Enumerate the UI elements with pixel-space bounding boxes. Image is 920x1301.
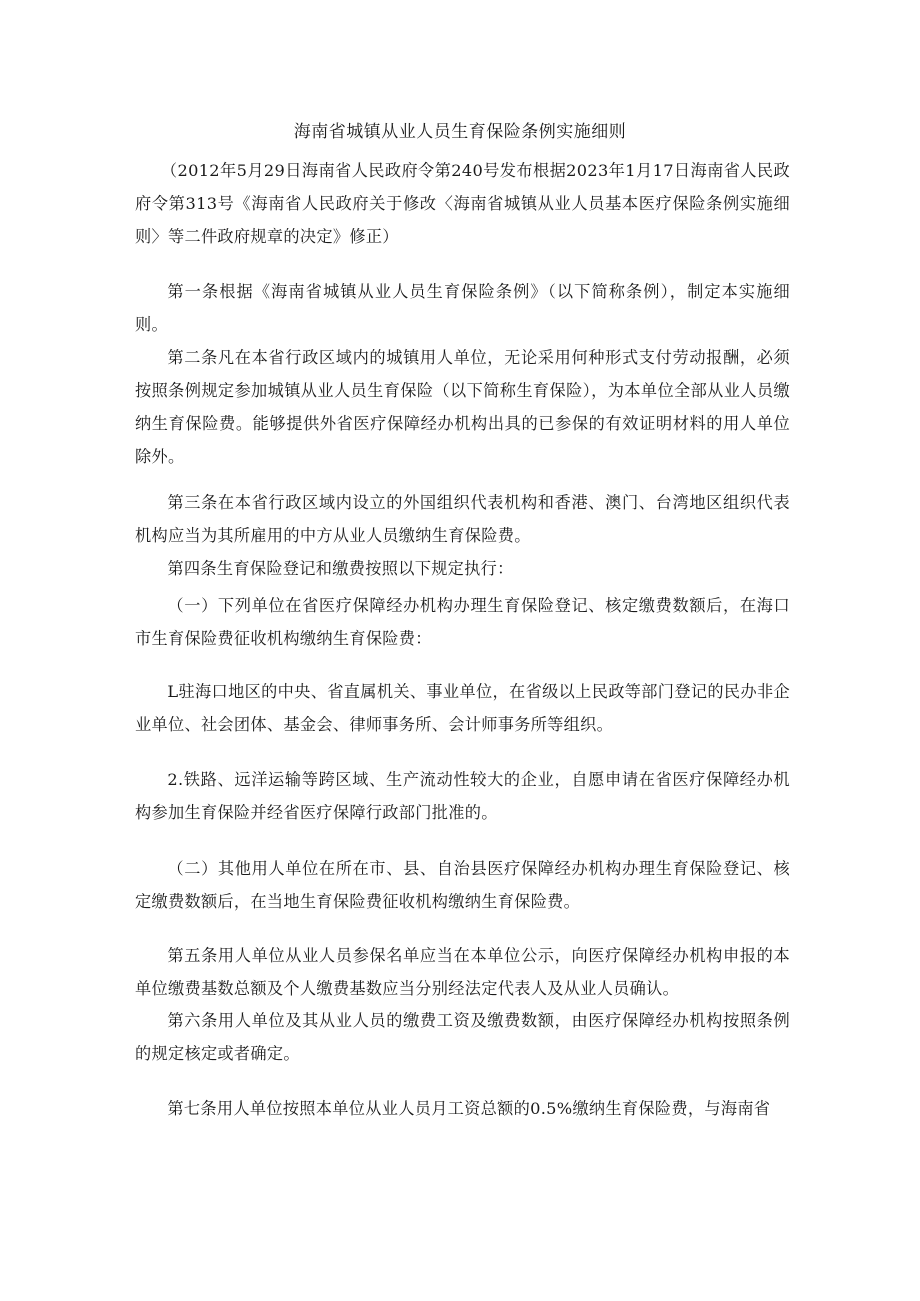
article-2: 第二条凡在本省行政区域内的城镇用人单位，无论采用何种形式支付劳动报酬，必须按照条例规定参加城镇从业人员生育保险（以下简称生育保险），为本单位全部从业人员缴纳生育保险费。能够提供外省医疗保障经办机构出具的已参保的有效证明材料的用人单位除外。 <box>135 348 790 466</box>
article-5: 第五条用人单位从业人员参保名单应当在本单位公示，向医疗保障经办机构申报的本单位缴费基数总额及个人缴费基数应当分别经法定代表人及从业人员确认。 <box>135 946 790 998</box>
article-4-item-2: 2.铁路、远洋运输等跨区域、生产流动性较大的企业，自愿申请在省医疗保障经办机构参加生育保险并经省医疗保障行政部门批准的。 <box>135 770 790 822</box>
article-3: 第三条在本省行政区域内设立的外国组织代表机构和香港、澳门、台湾地区组织代表机构应当为其所雇用的中方从业人员缴纳生育保险费。 <box>135 493 790 545</box>
document-preamble: （2012年5月29日海南省人民政府令第240号发布根据2023年1月17日海南省人民政府令第313号《海南省人民政府关于修改〈海南省城镇从业人员基本医疗保险条例实施细则〉等二件政府规章的决定》修正） <box>135 161 790 246</box>
article-1: 第一条根据《海南省城镇从业人员生育保险条例》（以下简称条例），制定本实施细则。 <box>135 282 790 334</box>
article-6: 第六条用人单位及其从业人员的缴费工资及缴费数额，由医疗保障经办机构按照条例的规定核定或者确定。 <box>135 1011 790 1063</box>
article-4-clause-2: （二）其他用人单位在所在市、县、自治县医疗保障经办机构办理生育保险登记、核定缴费数额后，在当地生育保险费征收机构缴纳生育保险费。 <box>135 859 790 911</box>
document-title: 海南省城镇从业人员生育保险条例实施细则 <box>293 122 627 142</box>
article-7: 第七条用人单位按照本单位从业人员月工资总额的0.5%缴纳生育保险费，与海南省 <box>167 1099 771 1118</box>
article-4: 第四条生育保险登记和缴费按照以下规定执行： <box>167 559 514 578</box>
article-4-item-1: L驻海口地区的中央、省直属机关、事业单位，在省级以上民政等部门登记的民办非企业单位、社会团体、基金会、律师事务所、会计师事务所等组织。 <box>135 682 790 734</box>
article-4-clause-1: （一）下列单位在省医疗保障经办机构办理生育保险登记、核定缴费数额后，在海口市生育保险费征收机构缴纳生育保险费： <box>135 596 790 648</box>
